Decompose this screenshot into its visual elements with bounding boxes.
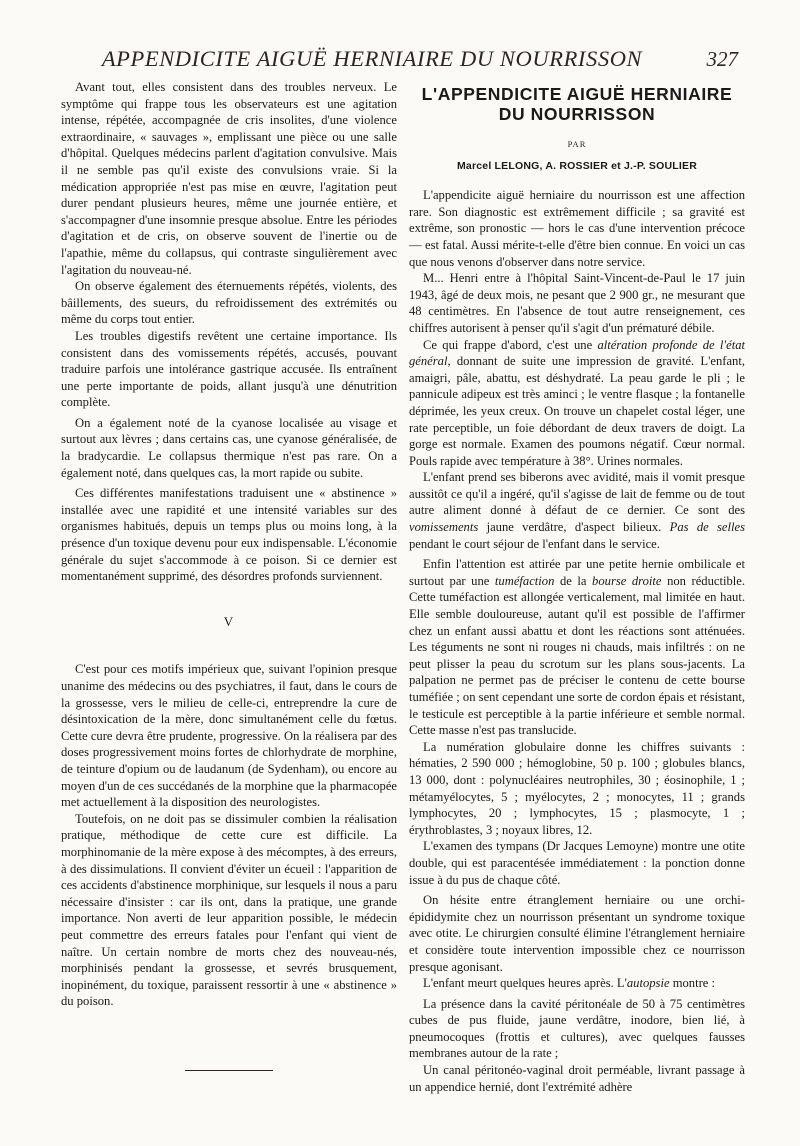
emphasis: Pas de selles [669,520,745,535]
authors: Marcel LELONG, A. ROSSIER et J.-P. SOULIER [456,159,698,172]
text-run: L'enfant meurt quelques heures après. L' [423,976,627,991]
paragraph: M... Henri entre à l'hôpital Saint-Vincent-de-Paul le 17 juin 1943, âgé de deux mois, ne pesant que 2 900 gr., ne mesurant que 48 centimètres. En l'absence de tout autre renseignement, ces chiffres autorisent à penser qu'il s'agit d'un prématuré débile. [409,271,745,335]
paragraph: C'est pour ces motifs impérieux que, suivant l'opinion presque unanime des médecins ou des psychiatres, il faut, dans le cours de la grossesse, vers le milieu de celle-ci, entreprendre la cure de désintoxication de la mère, donc simultanément celle du fœtus. Cette cure devra être prudente, progressive. On la réalisera par des doses progressivement moins fortes de chlorhydrate de morphine, de teinture d'opium ou de laudanum (de Sydenham), ou encore au moyen d'un de ces succédanés de la morphine que la pharmacopée met actuellement à la disposition des neurologistes. [61,662,397,810]
left-column [61,79,397,1071]
right-column [409,84,745,1095]
section-numeral: V [223,613,235,629]
paragraph [409,975,745,992]
emphasis: vomissements [409,520,479,535]
paragraph: L'appendicite aiguë herniaire du nourrisson est une affection rare. Son diagnostic est extrêmement difficile ; sa gravité est extrême, son pronostic — hors le cas d'une intervention précoce — est fatal. Aussi mérite-t-elle d'être bien connue. En voici un cas que nous venons d'observer dans notre service. [409,188,745,269]
text-run: jaune verdâtre, d'aspect bilieux. [478,520,670,535]
text-run: montre : [669,976,716,991]
paragraph: La présence dans la cavité péritonéale de 50 à 75 centimètres cubes de pus fluide, jaune verdâtre, inodore, bien lié, à pneumocoques (frottis et cultures), avec quelques fausses membranes autour de la rate ; [409,996,745,1061]
paragraph: On hésite entre étranglement herniaire ou une orchi-épididymite chez un nourrisson présentant un syndrome toxique avec otite. Le chirurgien consulté élimine l'étranglement herniaire et considère toute intervention impossible chez ce nourrisson presque agonisant. [409,893,745,974]
text-run: L'enfant prend ses biberons avec avidité, mais il vomit presque aussitôt ce qu'il a ingéré, qu'il s'agisse de lait de femme ou de tout autre aliment donné à défaut de ce dernier. Ce sont des [409,470,745,518]
page-number: 327 [706,47,738,71]
paragraph: Ces différentes manifestations traduisent une « abstinence » installée avec une rapidité et une intensité variables sur des organismes habitués, depuis un temps plus ou moins long, à la présence d'un toxique devenu pour eux indispensable. L'économie générale du sujet s'accommode à ce poison. Si ce dernier est momentanément supprimé, des désordres profonds surviennent. [61,486,397,584]
emphasis: bourse droite [592,573,662,588]
article-title: L'APPENDICITE AIGUË HERNIAIRE DU NOURRISSON [421,84,733,124]
paragraph: L'examen des tympans (Dr Jacques Lemoyne) montre une otite double, qui est paracentésée immédiatement : la ponction donne issue à du pus de chaque côté. [409,839,745,887]
emphasis: tuméfaction [494,573,555,588]
paragraph: On a également noté de la cyanose localisée au visage et surtout aux lèvres ; dans certains cas, une cyanose généralisée, de la bradycardie. Le collapsus thermique n'est pas rare. On a également noté, dans quelques cas, la mort rapide ou subite. [61,415,397,480]
text-run: donnant de suite une impression de gravité. L'enfant, amaigri, pâle, abattu, est déshydraté. La peau garde le pli ; le pannicule adipeux est très aminci ; le ventre flasque ; la fontanelle déprimée, les yeux creux. On trouve un chapelet costal léger, une rate perceptible, un foie débordant de deux travers de doigt. La gorge est normale. Examen des poumons négatif. Cœur normal. Pouls rapide avec température à 38°. Urines normales. [409,354,745,468]
paragraph: Avant tout, elles consistent dans des troubles nerveux. Le symptôme qui frappe tous les observateurs est une agitation intense, répétée, accompagnée de cris insolites, d'une violence extraordinaire, « sauvages », emplissant une pièce ou une salle d'hôpital. Quelques médecins parlent d'agitation convulsive. Mais il ne semble pas qu'il existe des convulsions vraie. Si la médication appropriée n'est pas mise en œuvre, l'agitation peut durer pendant plusieurs heures, même une journée entière, et s'accompagner d'une insomnie presque absolue. Entre les périodes d'agitation et de cris, on observe souvent de l'inertie ou de l'apathie, même du collapsus, qui contraste singulièrement avec l'agitation du nouveau-né. [61,80,397,277]
text-run: Enfin l'attention est attirée par une petite hernie ombilicale et surtout par une [409,557,745,588]
paragraph [409,469,745,552]
paragraph [409,337,745,470]
emphasis: autopsie [626,976,670,991]
paragraph: La numération globulaire donne les chiffres suivants : hématies, 2 590 000 ; hémoglobine, 50 p. 100 ; globules blancs, 13 000, dont : polynucléaires neutrophiles, 30 ; éosinophile, 1 ; métamyélocytes, 5 ; myélocytes, 2 ; monocytes, 11 ; grands lymphocytes, 20 ; lymphocytes, 15 ; plasmocyte, 1 ; érythroblastes, 3 ; noyaux libres, 12. [409,739,745,837]
end-rule [185,1070,273,1071]
text-run: non réductible. Cette tuméfaction est allongée verticalement, mal limitée en haut. Elle semble douloureuse, autant qu'il est possible de l'affirmer chez un enfant aussi abattu et dont les réactions sont atténuées. Les téguments ne sont ni rouges ni chauds, mais infiltrés : on ne peut plisser la peau du scrotum sur les plans sous-jacents. La palpation ne permet pas de préciser le contenu de cette bourse tuméfiée ; on sent cependant une sorte de cordon épais et résistant, le testicule est perceptible à la partie inférieure et semble normal. Cette masse n'est pas translucide. [409,573,746,738]
text-run: Ce qui frappe d'abord, c'est une [423,337,598,352]
paragraph: Toutefois, on ne doit pas se dissimuler combien la réalisation pratique, méthodique de cette cure est difficile. La morphinomanie de la mère expose à des mécomptes, à des erreurs, à des dissimulations. Il convient d'éviter un écueil : l'apparition de ces accidents d'abstinence morphinique, sur lesquels il nous a paru nécessaire d'insister : car ils ont, dans la pratique, une grande importance. Non averti de leur apparition possible, le médecin peut commettre des erreurs fatales pour l'enfant qui vient de naître. Un certain nombre de morts chez des nouveau-nés, morphinisés pendant la grossesse, et sevrés brusquement, inopinément, du toxique, paraissent ressortir à une « abstinence » du poison. [61,811,397,1009]
paragraph: On observe également des éternuements répétés, violents, des bâillements, des sueurs, du refroidissement des extrémités ou même du corps tout entier. [61,279,397,327]
paragraph: Les troubles digestifs revêtent une certaine importance. Ils consistent dans des vomissements répétés, accusés, pouvant traduire parfois une intolérance gastrique accusée. Ils entraînent une perte importante de poids, allant jusqu'à une dénutrition complète. [61,328,397,410]
paragraph [409,556,745,739]
paragraph: Un canal péritonéo-vaginal droit perméable, livrant passage à un appendice hernié, dont l'extrémité adhère [409,1063,745,1094]
text-run: pendant le court séjour de l'enfant dans le service. [409,536,660,551]
running-header [62,46,738,76]
byline-par: PAR [567,139,587,149]
emphasis: altération profonde de l'état général, [409,337,745,369]
text-run: de la [554,573,593,588]
running-title: APPENDICITE AIGUË HERNIAIRE DU NOURRISSON [101,46,643,71]
